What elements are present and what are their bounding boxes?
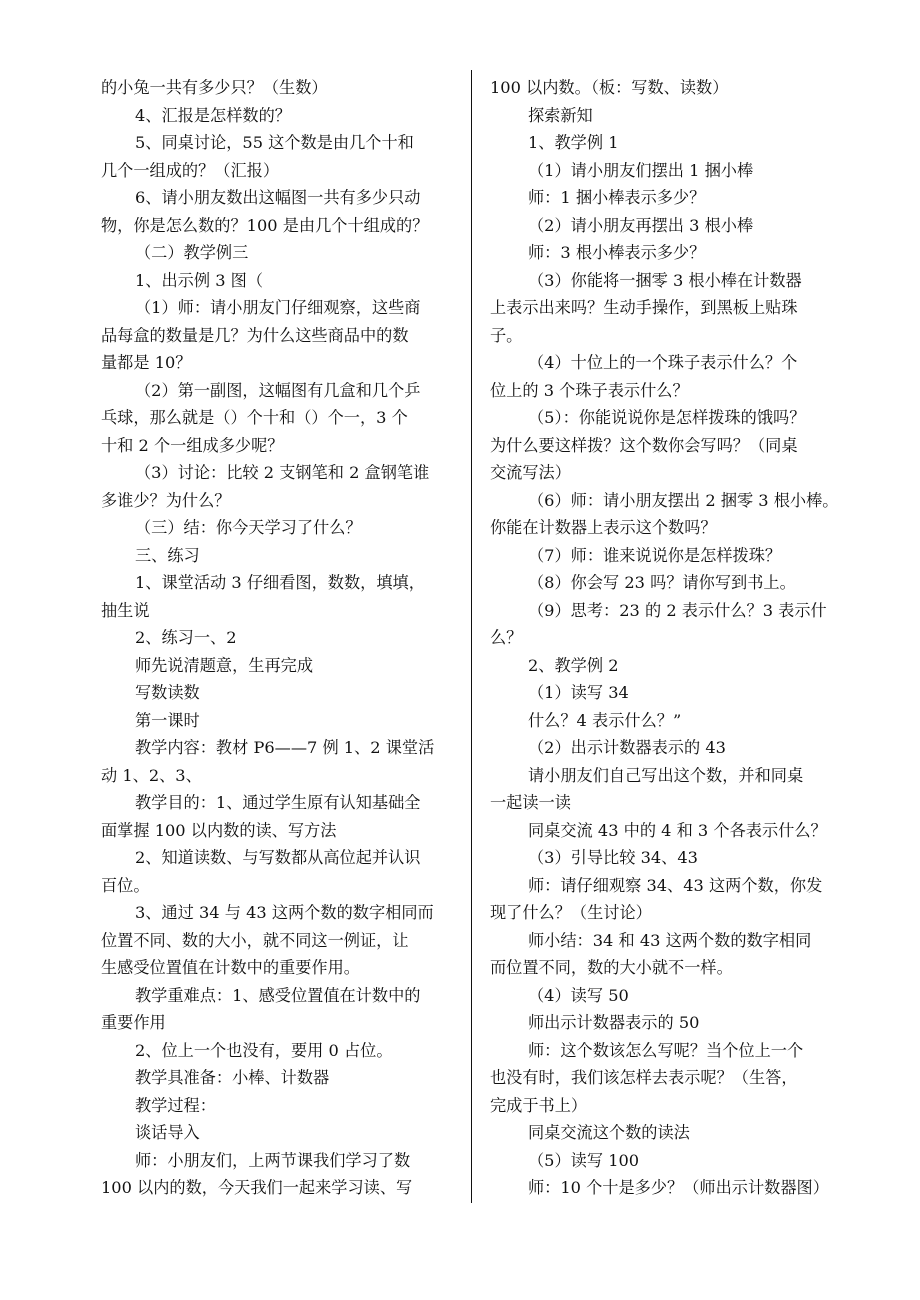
text-line: （5）：你能说说你是怎样拨珠的饿吗？ [528, 408, 806, 427]
text-line: （6）师：请小朋友摆出 2 捆零 3 根小棒。 [528, 490, 839, 510]
text-line: 100 以内的数，今天我们一起来学习读、写 [101, 1178, 413, 1197]
text-line: 位置不同、数的大小，就不同这一例证，让 [101, 930, 409, 950]
text-line: 师：小朋友们，上两节课我们学习了数 [135, 1150, 411, 1170]
text-line: 么？ [490, 628, 523, 647]
text-line: （3）引导比较 34、43 [528, 848, 698, 867]
text-line: （1）请小朋友们摆出 1 捆小棒 [528, 160, 754, 180]
text-line: 同桌交流 43 中的 4 和 3 个各表示什么？ [528, 820, 827, 840]
text-line: 1、教学例 1 [528, 133, 619, 152]
text-line: 物，你是怎么数的？100 是由几个十组成的？ [101, 215, 429, 235]
text-line: 师出示计数器表示的 50 [528, 1013, 700, 1032]
left-column [101, 74, 457, 1202]
text-line: 位上的 3 个珠子表示什么？ [490, 380, 689, 400]
text-line: 1、课堂活动 3 仔细看图，数数，填填， [135, 573, 425, 592]
text-line: 几个一组成的？（汇报） [101, 160, 280, 180]
text-line: 1、出示例 3 图（ [135, 270, 264, 290]
text-line: 师：3 根小棒表示多少？ [528, 243, 706, 262]
text-line: （5）读写 100 [528, 1150, 640, 1170]
text-line: 为什么要这样拨？这个数你会写吗？（同桌 [490, 435, 798, 455]
text-line: （2）请小朋友再摆出 3 根小棒 [528, 215, 754, 235]
text-line: 教学具准备：小棒、计数器 [135, 1068, 330, 1087]
text-line: 生感受位置值在计数中的重要作用。 [101, 958, 360, 977]
text-line: （三）结：你今天学习了什么？ [135, 518, 362, 537]
text-line: 写数读数 [135, 683, 200, 702]
text-line: （2）出示计数器表示的 43 [528, 738, 726, 757]
text-line: 品每盒的数量是几？为什么这些商品中的数 [101, 325, 409, 345]
text-line: 教学目的：1、通过学生原有认知基础全 [135, 793, 421, 812]
text-line: 探索新知 [528, 105, 593, 125]
text-line: 乓球，那么就是（）个十和（）个一，3 个 [101, 408, 408, 427]
text-line: 动 1、2、3、 [101, 765, 202, 785]
text-line: 什么？4 表示什么？” [528, 710, 682, 730]
text-line: 师：这个数该怎么写呢？当个位上一个 [528, 1040, 804, 1060]
text-line: 2、练习一、2 [135, 628, 237, 647]
text-line: 百位。 [101, 875, 150, 895]
text-line: 师小结：34 和 43 这两个数的数字相同 [528, 930, 812, 950]
text-line: （二）教学例三 [135, 243, 249, 262]
text-line: 4、汇报是怎样数的？ [135, 105, 291, 125]
text-line: 三、练习 [135, 545, 200, 565]
right-column [490, 74, 850, 1202]
text-line: 完成于书上） [490, 1095, 588, 1115]
text-line: 交流写法） [490, 463, 571, 482]
text-line: 2、教学例 2 [528, 655, 619, 675]
text-line: 面掌握 100 以内数的读、写方法 [101, 820, 337, 840]
text-line: （4）十位上的一个珠子表示什么？个 [528, 353, 798, 372]
text-line: （8）你会写 23 吗？请你写到书上。 [528, 573, 796, 592]
text-line: 师先说清题意，生再完成 [135, 655, 314, 675]
text-line: （2）第一副图，这幅图有几盒和几个乒 [135, 380, 421, 400]
text-line: 2、知道读数、与写数都从高位起并认识 [135, 848, 421, 867]
text-line: 教学重难点：1、感受位置值在计数中的 [135, 985, 421, 1005]
text-line: （3）讨论：比较 2 支钢笔和 2 盒钢笔谁 [135, 463, 430, 482]
text-line: 你能在计数器上表示这个数吗？ [490, 518, 717, 537]
text-line: 而位置不同，数的大小就不一样。 [490, 958, 733, 977]
text-line: 也没有时，我们该怎样去表示呢？（生答， [490, 1068, 798, 1087]
text-line: 十和 2 个一组成多少呢？ [101, 435, 284, 455]
text-line: （3）你能将一捆零 3 根小棒在计数器 [528, 270, 802, 290]
text-line: 师：10 个十是多少？（师出示计数器图） [528, 1178, 829, 1197]
text-line: 师：1 捆小棒表示多少？ [528, 188, 706, 207]
text-line: 2、位上一个也没有，要用 0 占位。 [135, 1040, 393, 1060]
text-line: 谈话导入 [135, 1123, 200, 1142]
text-line: 上表示出来吗？生动手操作，到黑板上贴珠 [490, 298, 798, 317]
text-line: 的小兔一共有多少只？（生数） [101, 78, 328, 97]
text-line: 100 以内数。（板：写数、读数） [490, 78, 729, 97]
text-line: 同桌交流这个数的读法 [528, 1123, 690, 1142]
text-line: （1）读写 34 [528, 683, 629, 702]
text-line: 请小朋友们自己写出这个数，并和同桌 [528, 765, 804, 785]
text-line: 师：请仔细观察 34、43 这两个数，你发 [528, 875, 823, 895]
text-line: 3、通过 34 与 43 这两个数的数字相同而 [135, 903, 434, 922]
text-line: （9）思考：23 的 2 表示什么？3 表示什 [528, 600, 827, 620]
column-divider [471, 70, 472, 1203]
text-line: （7）师：谁来说说你是怎样拨珠？ [528, 545, 782, 565]
text-line: 子。 [490, 325, 523, 345]
text-line: 教学内容：教材 P6——7 例 1、2 课堂活 [135, 738, 435, 757]
text-line: 一起读一读 [490, 793, 571, 812]
text-line: 抽生说 [101, 600, 150, 620]
text-line: 5、同桌讨论，55 这个数是由几个十和 [135, 133, 414, 152]
text-line: 6、请小朋友数出这幅图一共有多少只动 [135, 188, 421, 207]
text-line: （1）师：请小朋友门仔细观察，这些商 [135, 298, 421, 317]
text-line: 第一课时 [135, 710, 200, 730]
text-line: 现了什么？（生讨论） [490, 903, 652, 922]
text-line: （4）读写 50 [528, 985, 629, 1005]
text-line: 多谁少？为什么？ [101, 490, 231, 510]
text-line: 量都是 10？ [101, 353, 192, 372]
text-line: 重要作用 [101, 1013, 166, 1032]
text-line: 教学过程： [135, 1095, 216, 1115]
